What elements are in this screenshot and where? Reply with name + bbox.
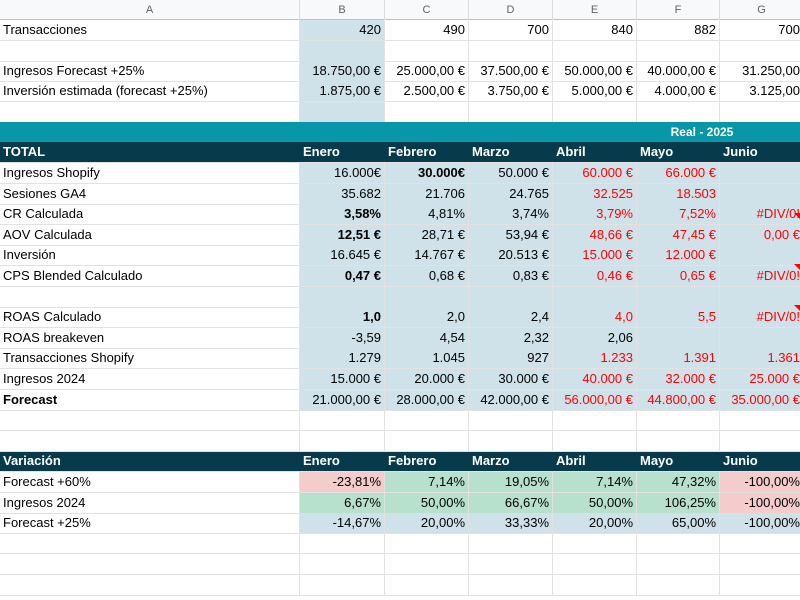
value-cell[interactable]: -100,00% xyxy=(720,472,800,492)
value-cell[interactable]: 490 xyxy=(385,20,469,40)
empty-cell[interactable] xyxy=(720,533,800,553)
label-cell[interactable]: Sesiones GA4 xyxy=(0,184,300,204)
empty-cell[interactable] xyxy=(300,410,385,430)
value-cell[interactable]: 20.000 € xyxy=(385,369,469,389)
value-cell[interactable] xyxy=(720,287,800,307)
value-cell[interactable]: 4,81% xyxy=(385,204,469,224)
value-cell[interactable]: 4,0 xyxy=(553,307,637,327)
row-blank xyxy=(0,41,800,62)
total-row xyxy=(0,204,800,225)
value-cell[interactable]: 50,00% xyxy=(553,493,637,513)
value-cell[interactable]: 700 xyxy=(720,20,800,40)
variacion-row xyxy=(0,493,800,514)
value-cell[interactable]: 2,32 xyxy=(469,328,553,348)
column-header-c[interactable]: C xyxy=(385,0,469,20)
value-cell[interactable]: 56.000,00 € xyxy=(553,390,637,410)
total-row xyxy=(0,163,800,184)
total-row xyxy=(0,225,800,246)
label-cell[interactable]: Forecast +60% xyxy=(0,472,300,492)
total-row xyxy=(0,328,800,349)
value-cell[interactable]: 7,14% xyxy=(385,472,469,492)
empty-cell[interactable] xyxy=(553,533,637,553)
value-cell[interactable]: 2,4 xyxy=(469,307,553,327)
empty-cell[interactable] xyxy=(300,575,385,595)
empty-cell[interactable] xyxy=(0,41,300,61)
value-cell[interactable]: 15.000 € xyxy=(300,369,385,389)
value-cell[interactable]: 50.000,00 € xyxy=(553,61,637,81)
empty-cell[interactable] xyxy=(0,410,300,430)
value-cell[interactable]: 33,33% xyxy=(469,513,553,533)
empty-cell[interactable] xyxy=(469,41,553,61)
month-header-junio[interactable]: Junio xyxy=(720,451,800,471)
value-cell[interactable]: 35.000,00 € xyxy=(720,390,800,410)
empty-cell[interactable] xyxy=(553,575,637,595)
empty-cell[interactable] xyxy=(720,575,800,595)
empty-cell[interactable] xyxy=(553,431,637,451)
value-cell[interactable]: 25.000 € xyxy=(720,369,800,389)
comment-indicator-icon[interactable] xyxy=(794,305,800,311)
empty-cell[interactable] xyxy=(553,102,637,122)
value-cell[interactable]: 15.000 € xyxy=(553,245,637,265)
empty-cell[interactable] xyxy=(0,554,300,574)
column-header-f[interactable]: F xyxy=(637,0,720,20)
value-cell[interactable]: 927 xyxy=(469,348,553,368)
empty-cell[interactable] xyxy=(0,533,300,553)
empty-cell[interactable] xyxy=(469,431,553,451)
total-row xyxy=(0,287,800,308)
empty-cell[interactable] xyxy=(385,575,469,595)
row-ingresos-forecast xyxy=(0,61,800,82)
value-cell[interactable]: 16.000€ xyxy=(300,163,385,183)
label-cell[interactable]: Ingresos 2024 xyxy=(0,493,300,513)
value-cell[interactable]: 3.125,00 xyxy=(720,81,800,101)
value-cell[interactable]: #DIV/0! xyxy=(720,266,800,286)
month-header-abril[interactable]: Abril xyxy=(553,142,637,162)
value-cell[interactable]: 35.682 xyxy=(300,184,385,204)
value-cell[interactable]: 2,0 xyxy=(385,307,469,327)
value-cell[interactable]: 882 xyxy=(637,20,720,40)
value-cell[interactable]: 3,74% xyxy=(469,204,553,224)
value-cell[interactable]: 106,25% xyxy=(637,493,720,513)
value-cell[interactable]: 840 xyxy=(553,20,637,40)
empty-cell[interactable] xyxy=(637,410,720,430)
column-header-bar xyxy=(0,0,800,20)
month-header-marzo[interactable]: Marzo xyxy=(469,451,553,471)
empty-cell[interactable] xyxy=(553,554,637,574)
row-blank xyxy=(0,410,800,431)
row-blank xyxy=(0,533,800,554)
value-cell[interactable]: 0,68 € xyxy=(385,266,469,286)
row-blank xyxy=(0,431,800,452)
value-cell[interactable]: 0,00 € xyxy=(720,225,800,245)
row-blank xyxy=(0,554,800,575)
value-cell[interactable]: 2.500,00 € xyxy=(385,81,469,101)
value-cell[interactable] xyxy=(720,328,800,348)
value-cell[interactable]: -14,67% xyxy=(300,513,385,533)
value-cell[interactable]: 18.750,00 € xyxy=(300,61,385,81)
value-cell[interactable]: 12.000 € xyxy=(637,245,720,265)
column-header-a[interactable]: A xyxy=(0,0,300,20)
value-cell[interactable]: 4.000,00 € xyxy=(637,81,720,101)
value-cell[interactable]: 28.000,00 € xyxy=(385,390,469,410)
value-cell[interactable] xyxy=(637,287,720,307)
value-cell[interactable]: 700 xyxy=(469,20,553,40)
comment-indicator-icon[interactable] xyxy=(794,264,800,270)
row-inversion-estimada xyxy=(0,81,800,102)
value-cell[interactable]: 47,32% xyxy=(637,472,720,492)
value-cell[interactable]: 420 xyxy=(300,20,385,40)
empty-cell[interactable] xyxy=(300,431,385,451)
value-cell[interactable]: 12,51 € xyxy=(300,225,385,245)
value-cell[interactable]: 1.391 xyxy=(637,348,720,368)
column-header-g[interactable]: G xyxy=(720,0,800,20)
value-cell[interactable]: 4,54 xyxy=(385,328,469,348)
empty-cell[interactable] xyxy=(720,431,800,451)
value-cell[interactable]: 40.000 € xyxy=(553,369,637,389)
value-cell[interactable] xyxy=(553,287,637,307)
value-cell[interactable]: 37.500,00 € xyxy=(469,61,553,81)
value-cell[interactable]: 65,00% xyxy=(637,513,720,533)
value-cell[interactable]: 1.875,00 € xyxy=(300,81,385,101)
empty-cell[interactable] xyxy=(637,41,720,61)
value-cell[interactable]: 1.361 xyxy=(720,348,800,368)
label-cell[interactable]: Ingresos 2024 xyxy=(0,369,300,389)
label-cell[interactable]: Forecast +25% xyxy=(0,513,300,533)
value-cell[interactable]: 30.000 € xyxy=(469,369,553,389)
value-cell[interactable]: 5,5 xyxy=(637,307,720,327)
value-cell[interactable]: 44.800,00 € xyxy=(637,390,720,410)
value-cell[interactable] xyxy=(720,163,800,183)
label-cell[interactable]: Transacciones xyxy=(0,20,300,40)
empty-cell[interactable] xyxy=(469,410,553,430)
empty-cell[interactable] xyxy=(637,575,720,595)
empty-cell[interactable] xyxy=(385,410,469,430)
total-header-row xyxy=(0,142,800,163)
column-header-e[interactable]: E xyxy=(553,0,637,20)
value-cell[interactable]: 66.000 € xyxy=(637,163,720,183)
value-cell[interactable]: 31.250,00 xyxy=(720,61,800,81)
empty-cell[interactable] xyxy=(0,431,300,451)
value-cell[interactable]: 2,06 xyxy=(553,328,637,348)
label-cell[interactable]: Ingresos Shopify xyxy=(0,163,300,183)
value-cell[interactable]: 20,00% xyxy=(385,513,469,533)
column-header-d[interactable]: D xyxy=(469,0,553,20)
value-cell[interactable]: 0,47 € xyxy=(300,266,385,286)
empty-cell[interactable] xyxy=(300,102,385,122)
empty-cell[interactable] xyxy=(469,102,553,122)
month-header-abril[interactable]: Abril xyxy=(553,451,637,471)
comment-indicator-icon[interactable] xyxy=(794,213,800,219)
empty-cell[interactable] xyxy=(720,102,800,122)
total-row xyxy=(0,307,800,328)
value-cell[interactable]: 30.000€ xyxy=(385,163,469,183)
empty-cell[interactable] xyxy=(469,533,553,553)
value-cell[interactable]: 20,00% xyxy=(553,513,637,533)
value-cell[interactable]: 1.233 xyxy=(553,348,637,368)
empty-cell[interactable] xyxy=(300,554,385,574)
label-cell[interactable]: Transacciones Shopify xyxy=(0,348,300,368)
value-cell[interactable]: 50,00% xyxy=(385,493,469,513)
value-cell[interactable]: 21.000,00 € xyxy=(300,390,385,410)
label-cell[interactable]: Forecast xyxy=(0,390,300,410)
value-cell[interactable] xyxy=(300,287,385,307)
value-cell[interactable] xyxy=(385,287,469,307)
value-cell[interactable]: 1,0 xyxy=(300,307,385,327)
total-row xyxy=(0,184,800,205)
value-cell[interactable]: -100,00% xyxy=(720,493,800,513)
value-cell[interactable]: 60.000 € xyxy=(553,163,637,183)
month-header-febrero[interactable]: Febrero xyxy=(385,142,469,162)
value-cell[interactable]: 0,46 € xyxy=(553,266,637,286)
value-cell[interactable]: 47,45 € xyxy=(637,225,720,245)
empty-cell[interactable] xyxy=(720,410,800,430)
value-cell[interactable]: 48,66 € xyxy=(553,225,637,245)
variacion-row xyxy=(0,472,800,493)
empty-cell[interactable] xyxy=(0,575,300,595)
value-cell[interactable]: 1.279 xyxy=(300,348,385,368)
total-row xyxy=(0,266,800,287)
month-header-junio[interactable]: Junio xyxy=(720,142,800,162)
value-cell[interactable]: 6,67% xyxy=(300,493,385,513)
banner-label[interactable]: Real - 2025 xyxy=(670,125,734,139)
empty-cell[interactable] xyxy=(300,533,385,553)
row-transacciones xyxy=(0,20,800,41)
value-cell[interactable]: 32.000 € xyxy=(637,369,720,389)
empty-cell[interactable] xyxy=(637,554,720,574)
value-cell[interactable]: 0,65 € xyxy=(637,266,720,286)
value-cell[interactable]: 3.750,00 € xyxy=(469,81,553,101)
value-cell[interactable] xyxy=(720,245,800,265)
value-cell[interactable]: 50.000 € xyxy=(469,163,553,183)
empty-cell[interactable] xyxy=(385,102,469,122)
row-blank xyxy=(0,102,800,123)
value-cell[interactable]: 40.000,00 € xyxy=(637,61,720,81)
total-row xyxy=(0,369,800,390)
value-cell[interactable]: 0,83 € xyxy=(469,266,553,286)
label-cell[interactable]: ROAS breakeven xyxy=(0,328,300,348)
variacion-row xyxy=(0,513,800,534)
empty-cell[interactable] xyxy=(637,431,720,451)
empty-cell[interactable] xyxy=(720,41,800,61)
month-header-mayo[interactable]: Mayo xyxy=(637,142,720,162)
empty-cell[interactable] xyxy=(637,533,720,553)
value-cell[interactable]: 19,05% xyxy=(469,472,553,492)
empty-cell[interactable] xyxy=(469,554,553,574)
empty-cell[interactable] xyxy=(469,575,553,595)
total-row xyxy=(0,390,800,411)
variacion-header-label[interactable]: Variación xyxy=(0,451,300,471)
empty-cell[interactable] xyxy=(385,431,469,451)
empty-cell[interactable] xyxy=(385,41,469,61)
value-cell[interactable]: 14.767 € xyxy=(385,245,469,265)
value-cell[interactable]: 1.045 xyxy=(385,348,469,368)
empty-cell[interactable] xyxy=(385,533,469,553)
value-cell[interactable]: 42.000,00 € xyxy=(469,390,553,410)
month-header-enero[interactable]: Enero xyxy=(300,451,385,471)
empty-cell[interactable] xyxy=(0,102,300,122)
label-cell[interactable]: CR Calculada xyxy=(0,204,300,224)
month-header-enero[interactable]: Enero xyxy=(300,142,385,162)
value-cell[interactable]: #DIV/0! xyxy=(720,307,800,327)
value-cell[interactable]: 20.513 € xyxy=(469,245,553,265)
value-cell[interactable]: 7,52% xyxy=(637,204,720,224)
value-cell[interactable]: 24.765 xyxy=(469,184,553,204)
value-cell[interactable]: 66,67% xyxy=(469,493,553,513)
value-cell[interactable]: 7,14% xyxy=(553,472,637,492)
value-cell[interactable]: 53,94 € xyxy=(469,225,553,245)
label-cell[interactable]: ROAS Calculado xyxy=(0,307,300,327)
total-header-label[interactable]: TOTAL xyxy=(0,142,300,162)
real-2025-banner xyxy=(0,122,800,142)
value-cell[interactable]: 3,58% xyxy=(300,204,385,224)
row-blank xyxy=(0,575,800,596)
value-cell[interactable]: -100,00% xyxy=(720,513,800,533)
value-cell[interactable]: -3,59 xyxy=(300,328,385,348)
empty-cell[interactable] xyxy=(385,554,469,574)
label-cell[interactable] xyxy=(0,287,300,307)
variacion-header-row xyxy=(0,451,800,472)
value-cell[interactable]: 28,71 € xyxy=(385,225,469,245)
value-cell[interactable]: 5.000,00 € xyxy=(553,81,637,101)
value-cell[interactable]: -23,81% xyxy=(300,472,385,492)
total-row xyxy=(0,245,800,266)
empty-cell[interactable] xyxy=(300,41,385,61)
month-header-febrero[interactable]: Febrero xyxy=(385,451,469,471)
month-header-marzo[interactable]: Marzo xyxy=(469,142,553,162)
label-cell[interactable]: Inversión estimada (forecast +25%) xyxy=(0,81,300,101)
label-cell[interactable]: Ingresos Forecast +25% xyxy=(0,61,300,81)
value-cell[interactable]: 3,79% xyxy=(553,204,637,224)
total-row xyxy=(0,348,800,369)
empty-cell[interactable] xyxy=(553,41,637,61)
label-cell[interactable]: CPS Blended Calculado xyxy=(0,266,300,286)
value-cell[interactable]: 21.706 xyxy=(385,184,469,204)
value-cell[interactable] xyxy=(469,287,553,307)
empty-cell[interactable] xyxy=(553,410,637,430)
value-cell[interactable]: 16.645 € xyxy=(300,245,385,265)
label-cell[interactable]: AOV Calculada xyxy=(0,225,300,245)
value-cell[interactable]: 18.503 xyxy=(637,184,720,204)
column-header-b[interactable]: B xyxy=(300,0,385,20)
value-cell[interactable]: 25.000,00 € xyxy=(385,61,469,81)
empty-cell[interactable] xyxy=(720,554,800,574)
value-cell[interactable] xyxy=(720,184,800,204)
value-cell[interactable]: 32.525 xyxy=(553,184,637,204)
label-cell[interactable]: Inversión xyxy=(0,245,300,265)
empty-cell[interactable] xyxy=(637,102,720,122)
value-cell[interactable] xyxy=(637,328,720,348)
value-cell[interactable]: #DIV/0! xyxy=(720,204,800,224)
month-header-mayo[interactable]: Mayo xyxy=(637,451,720,471)
